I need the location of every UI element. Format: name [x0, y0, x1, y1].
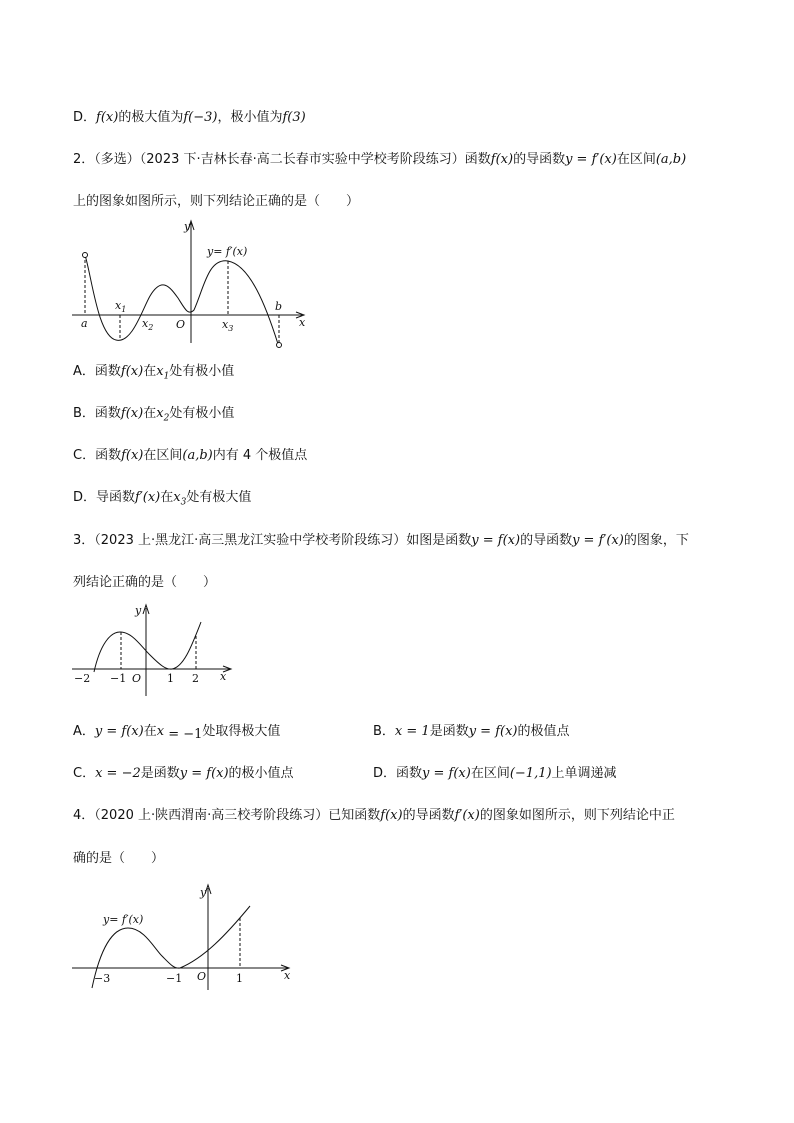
q1-option-d: [73, 109, 306, 127]
origin-label: O: [176, 318, 186, 331]
x1-label: $x_1$: [115, 299, 127, 314]
tick-label: 1: [236, 972, 243, 985]
question-number: 4．: [73, 808, 95, 823]
stem-text: 的导函数: [513, 152, 566, 167]
question-number: 3．: [73, 533, 95, 548]
y-axis-label: y: [184, 220, 191, 233]
derivative-curve: [94, 622, 201, 672]
q2-option-a: A．函数f(x)在$x_1$处有极小值: [73, 364, 235, 382]
q2-option-d: D．导函数f′(x)在$x_3$处有极大值: [73, 490, 252, 508]
q2-stem-line2: 上的图象如图所示，则下列结论正确的是（ ）: [73, 194, 360, 209]
q2-figure: [70, 218, 320, 353]
tick-label: −1: [166, 972, 183, 985]
q4-stem-line2: 确的是（ ）: [73, 851, 165, 866]
tick-label: 1: [167, 672, 174, 685]
tick-label: 2: [192, 672, 199, 685]
x-axis-label: x: [284, 969, 291, 982]
open-endpoint-a: [83, 253, 88, 258]
tick-label: −2: [74, 672, 91, 685]
a-label: a: [81, 317, 88, 330]
math-text: f(−3): [183, 110, 218, 125]
x-axis-label: x: [220, 670, 227, 683]
x-axis-label: x: [299, 316, 306, 329]
curve-label: y= f′(x): [207, 245, 248, 258]
q2-stem: [73, 151, 686, 169]
y-axis-label: y: [200, 886, 207, 899]
math-text: f(x): [490, 152, 514, 167]
x2-label: $x_2$: [142, 317, 154, 332]
math-text: f(3): [282, 110, 306, 125]
tick-label: −1: [110, 672, 127, 685]
q4-stem: 4．（2020 上·陕西渭南·高三校考阶段练习）已知函数f(x)的导函数f′(x)的图象如图所示，则下列结论中正: [73, 808, 675, 823]
origin-label: O: [197, 970, 207, 983]
math-text: f(x): [96, 110, 119, 125]
option-label: D．: [73, 110, 97, 125]
open-endpoint-b: [277, 343, 282, 348]
y-axis-label: y: [135, 604, 142, 617]
question-source: （2020 上·陕西渭南·高三校考阶段练习）已知函数: [94, 808, 381, 823]
question-source: （多选）（2023 下·吉林长春·高二长春市实验中学校考阶段练习）函数: [94, 152, 491, 167]
option-text: 的极大值为: [118, 110, 184, 125]
stem-text: 在区间: [616, 152, 656, 167]
option-text: ，极小值为: [217, 110, 283, 125]
origin-label: O: [132, 672, 142, 685]
curve-label: y= f′(x): [103, 913, 144, 926]
q3-option-d: D．函数y = f(x)在区间(−1,1)上单调递减: [373, 766, 617, 781]
q3-option-b: B．x = 1是函数y = f(x)的极值点: [373, 724, 570, 739]
q3-figure: [70, 600, 240, 700]
q2-option-b: B．函数f(x)在$x_2$处有极小值: [73, 406, 235, 424]
math-text: y = f′(x): [565, 152, 617, 167]
q3-stem-line2: 列结论正确的是（ ）: [73, 575, 217, 590]
math-text: (a,b): [655, 152, 687, 167]
tick-label: −3: [94, 972, 111, 985]
x3-label: $x_3$: [222, 318, 234, 333]
question-source: （2023 上·黑龙江·高三黑龙江实验中学校考阶段练习）如图是函数: [94, 533, 472, 548]
b-label: b: [275, 300, 283, 313]
q3-option-a: A．y = f(x)在x = −1处取得极大值: [73, 724, 281, 742]
q4-figure: [70, 880, 300, 995]
q3-option-c: C．x = −2是函数y = f(x)的极小值点: [73, 766, 294, 781]
q3-stem: 3．（2023 上·黑龙江·高三黑龙江实验中学校考阶段练习）如图是函数y = f(x)的导函数y = f′(x)的图象，下: [73, 533, 689, 548]
question-number: 2．: [73, 152, 95, 167]
q2-option-c: C．函数f(x)在区间(a,b)内有 4 个极值点: [73, 448, 308, 463]
